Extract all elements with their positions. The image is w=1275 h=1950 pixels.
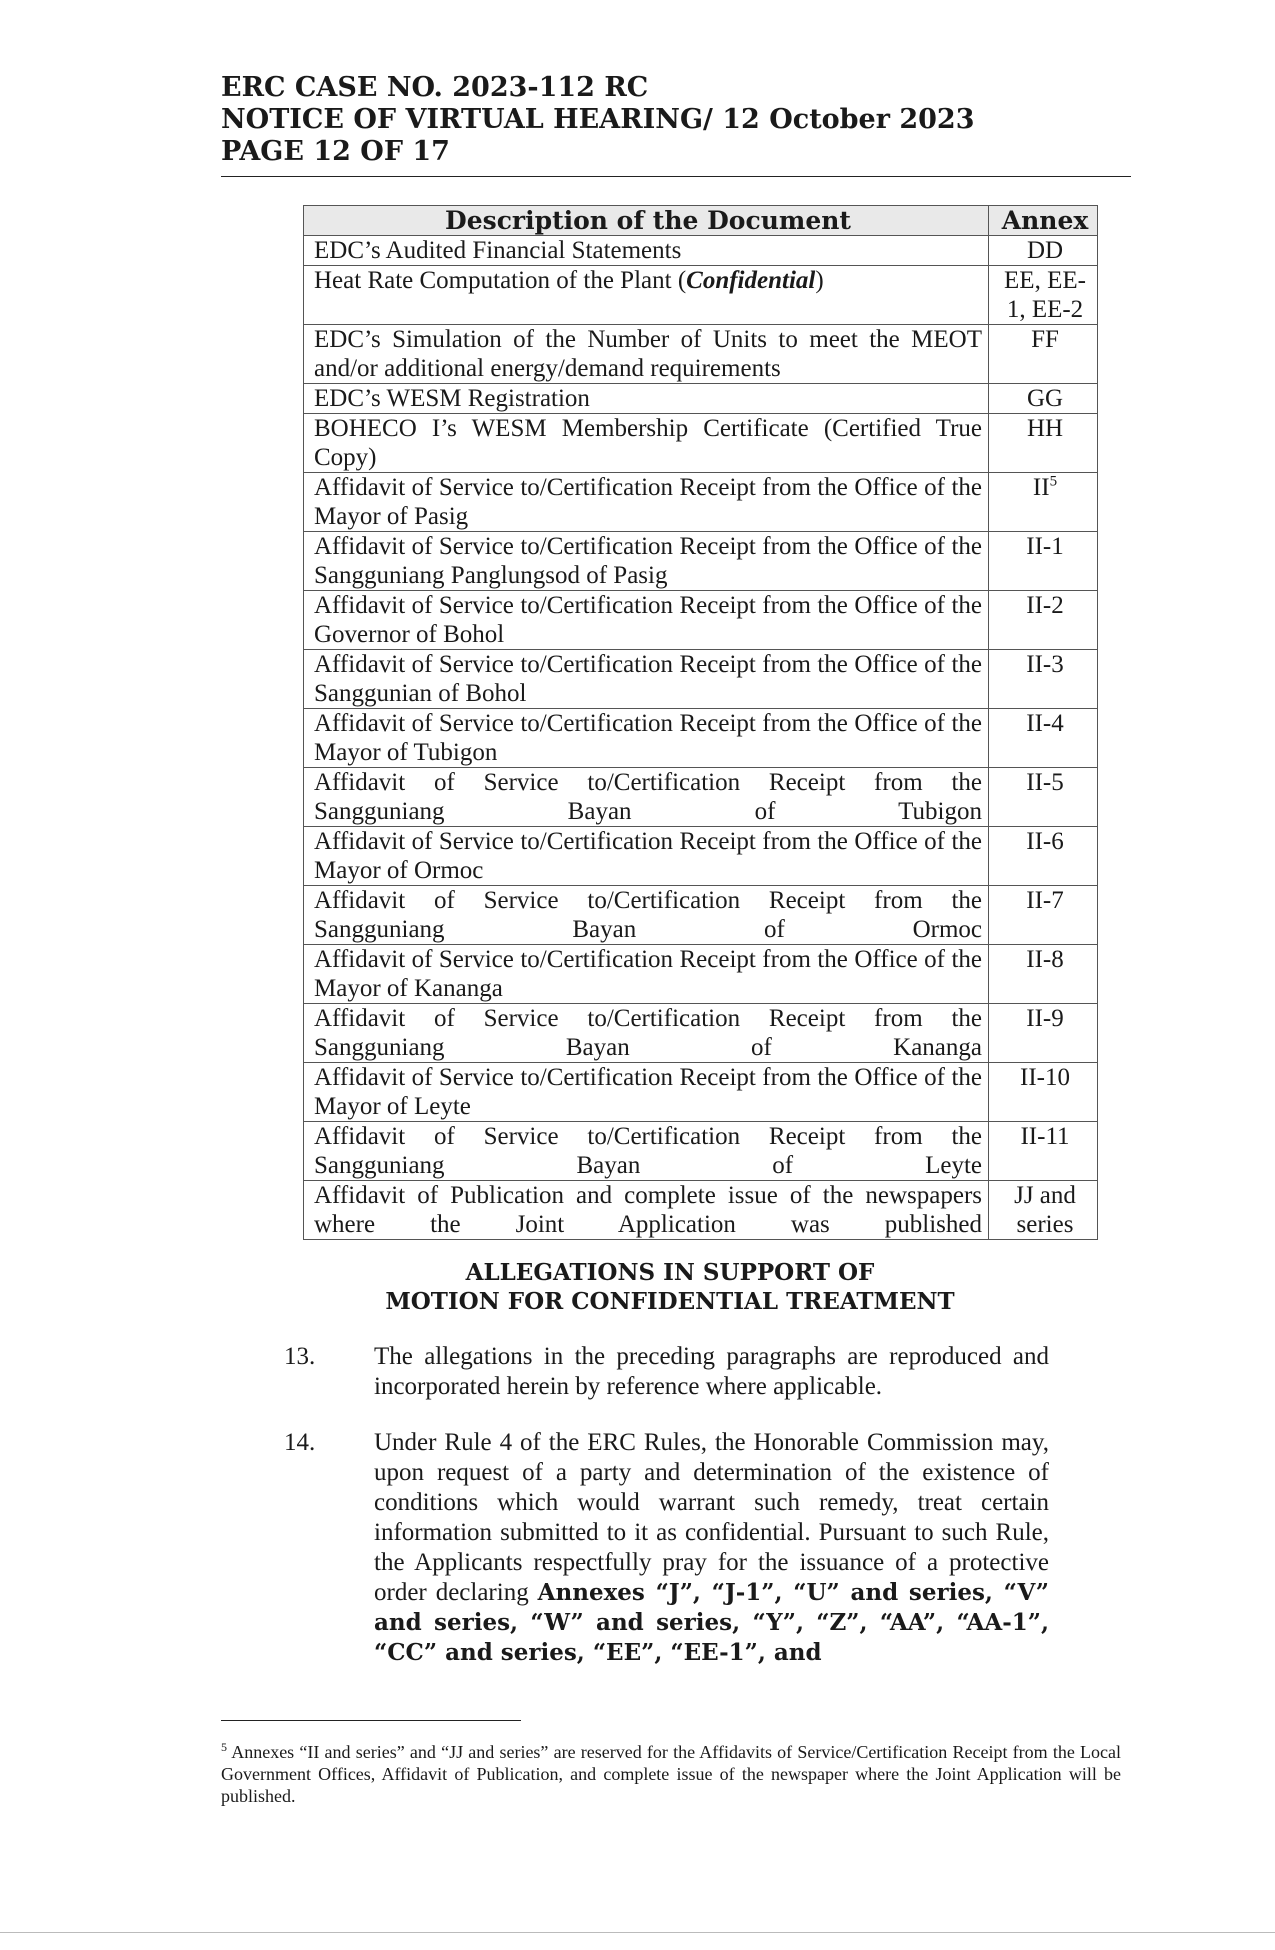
row-description: Affidavit of Service to/Certification Receipt from the Sangguniang Bayan of Kananga — [304, 1004, 989, 1063]
row-description: Affidavit of Service to/Certification Receipt from the Office of the Mayor of Kananga — [304, 945, 989, 1004]
row-description: Affidavit of Service to/Certification Receipt from the Office of the Mayor of Ormoc — [304, 827, 989, 886]
column-header-annex: Annex — [989, 206, 1098, 236]
table-row — [304, 236, 1098, 266]
row-annex: II-2 — [989, 591, 1098, 650]
table-row — [304, 1181, 1098, 1240]
table-row — [304, 473, 1098, 532]
row-annex: II-11 — [989, 1122, 1098, 1181]
page-number: PAGE 12 OF 17 — [221, 136, 450, 167]
row-description: Affidavit of Service to/Certification Receipt from the Sangguniang Bayan of Tubigon — [304, 768, 989, 827]
table-row — [304, 945, 1098, 1004]
table-row — [304, 532, 1098, 591]
footnote-number: 5 — [221, 1740, 227, 1754]
footnote — [221, 1741, 1121, 1807]
row-annex: FF — [989, 325, 1098, 384]
row-description: EDC’s WESM Registration — [304, 384, 989, 414]
section-heading-line2: MOTION FOR CONFIDENTIAL TREATMENT — [385, 1288, 955, 1315]
footnote-text: Annexes “II and series” and “JJ and series” are reserved for the Affidavits of Service/Certification Receipt from the Local Government Offices, Affidavit of Publication, and complete issue of the newspaper where the Joint Application will be published. — [221, 1742, 1121, 1806]
row-description: Heat Rate Computation of the Plant (Confidential) — [304, 266, 989, 325]
footnote-marker: 5 — [1049, 473, 1058, 490]
row-description: Affidavit of Service to/Certification Receipt from the Office of the Mayor of Leyte — [304, 1063, 989, 1122]
row-description: Affidavit of Service to/Certification Receipt from the Sangguniang Bayan of Ormoc — [304, 886, 989, 945]
table-row — [304, 709, 1098, 768]
section-heading-line1: ALLEGATIONS IN SUPPORT OF — [465, 1259, 875, 1286]
annex-table — [303, 205, 1098, 1240]
row-annex: II-3 — [989, 650, 1098, 709]
row-description: Affidavit of Publication and complete issue of the newspapers where the Joint Application was published — [304, 1181, 989, 1240]
row-description: Affidavit of Service to/Certification Receipt from the Sangguniang Bayan of Leyte — [304, 1122, 989, 1181]
table-row — [304, 768, 1098, 827]
paragraph-text: The allegations in the preceding paragraphs are reproduced and incorporated herein by reference where applicable. — [374, 1343, 1049, 1400]
table-row — [304, 1004, 1098, 1063]
row-annex: II-5 — [989, 768, 1098, 827]
table-row — [304, 414, 1098, 473]
row-annex: II-7 — [989, 886, 1098, 945]
confidential-label: Confidential — [686, 267, 816, 294]
row-annex: II-9 — [989, 1004, 1098, 1063]
paragraph-number: 13. — [284, 1343, 316, 1370]
header-divider — [221, 176, 1131, 177]
table-row — [304, 591, 1098, 650]
row-description: EDC’s Simulation of the Number of Units to meet the MEOT and/or additional energy/demand requirements — [304, 325, 989, 384]
row-description: Affidavit of Service to/Certification Receipt from the Office of the Sanggunian of Bohol — [304, 650, 989, 709]
row-annex: JJ and series — [989, 1181, 1098, 1240]
annex-list-bold: Annexes “J”, “J-1”, “U” and series, “V” and series, “W” and series, “Y”, “Z”, “AA”, “AA-1”, “CC” and series, “EE”, “EE-1”, and — [374, 1579, 1049, 1666]
column-header-description: Description of the Document — [304, 206, 989, 236]
section-heading — [300, 1258, 1040, 1316]
table-row — [304, 650, 1098, 709]
table-header-row — [304, 206, 1098, 236]
table-row — [304, 384, 1098, 414]
row-description: Affidavit of Service to/Certification Receipt from the Office of the Governor of Bohol — [304, 591, 989, 650]
row-description: Affidavit of Service to/Certification Receipt from the Office of the Mayor of Pasig — [304, 473, 989, 532]
table-row — [304, 266, 1098, 325]
table-row — [304, 886, 1098, 945]
row-annex: EE, EE-1, EE-2 — [989, 266, 1098, 325]
row-annex: II-4 — [989, 709, 1098, 768]
row-annex: II-6 — [989, 827, 1098, 886]
footnote-divider — [221, 1720, 521, 1721]
paragraph-text: Under Rule 4 of the ERC Rules, the Honorable Commission may, upon request of a party and determination of the existence of conditions which would warrant such remedy, treat certain information submitted to it as confidential. Pursuant to such Rule, the Applicants respectfully pray for the issuance of a protective order declaring Annexes “J”, “J-1”, “U” and series, “V” and series, “W” and series, “Y”, “Z”, “AA”, “AA-1”, “CC” and series, “EE”, “EE-1”, and — [374, 1429, 1049, 1666]
paragraph-number: 14. — [284, 1429, 316, 1456]
row-annex: II-10 — [989, 1063, 1098, 1122]
row-annex: HH — [989, 414, 1098, 473]
notice-title: NOTICE OF VIRTUAL HEARING/ 12 October 2023 — [221, 104, 975, 135]
row-annex: DD — [989, 236, 1098, 266]
table-row — [304, 325, 1098, 384]
row-description: Affidavit of Service to/Certification Receipt from the Office of the Sangguniang Panglungsod of Pasig — [304, 532, 989, 591]
case-number: ERC CASE NO. 2023-112 RC — [221, 72, 649, 103]
document-header — [221, 72, 1131, 168]
table-row — [304, 1122, 1098, 1181]
row-annex: $II^5$ — [989, 473, 1098, 532]
page-bottom-line — [0, 1932, 1275, 1933]
row-annex: GG — [989, 384, 1098, 414]
row-description: Affidavit of Service to/Certification Receipt from the Office of the Mayor of Tubigon — [304, 709, 989, 768]
row-annex: II-1 — [989, 532, 1098, 591]
row-description: BOHECO I’s WESM Membership Certificate (Certified True Copy) — [304, 414, 989, 473]
row-annex: II-8 — [989, 945, 1098, 1004]
row-description: EDC’s Audited Financial Statements — [304, 236, 989, 266]
table-row — [304, 827, 1098, 886]
table-row — [304, 1063, 1098, 1122]
